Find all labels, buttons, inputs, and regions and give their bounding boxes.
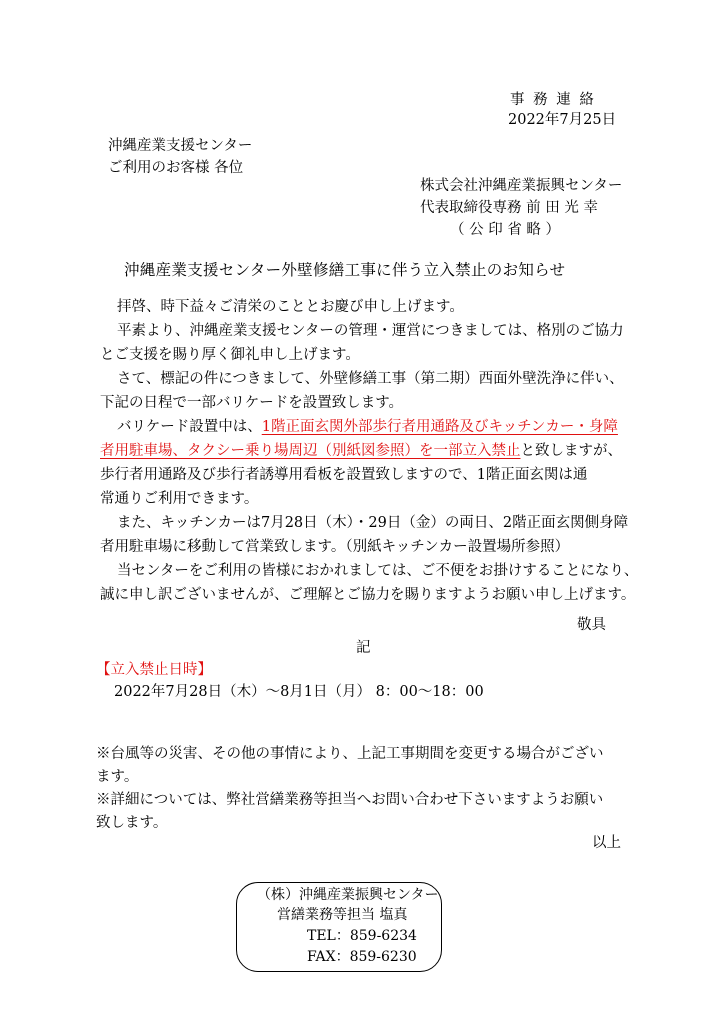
recipient-customers: ご利用のお客様 各位 [108,160,244,176]
document-type: 事 務 連 絡 [510,92,596,108]
restricted-area-highlight-2: 者用駐車場、タクシー乗り場周辺（別紙図参照）を一部立入禁止 [100,443,521,459]
body-paragraph-5-line-1: また、キッチンカーは7月28日（木）・29日（金）の両日、2階正面玄関側身障 [117,515,629,531]
contact-department: 営繕業務等担当 塩真 [277,907,408,923]
contact-box [236,882,442,972]
closing-ijo: 以上 [592,835,621,851]
note-2-line-2: 致します。 [96,815,168,831]
body-paragraph-4-line-1 [117,417,618,437]
closing-keigu: 敬具 [577,617,606,633]
notice-title: 沖縄産業支援センター外壁修繕工事に伴う立入禁止のお知らせ [124,261,566,279]
body-paragraph-6-line-1: 当センターをご利用の皆様におかれましては、ご不便をお掛けすることになり、 [117,563,639,579]
note-1-line-1: ※台風等の災害、その他の事情により、上記工事期間を変更する場合がござい [96,746,604,762]
body-paragraph-3-line-2: 下記の日程で一部バリケードを設置致します。 [100,395,404,411]
contact-company: （株）沖縄産業振興センター [257,887,439,903]
document-date: 2022年7月25日 [508,112,617,128]
recipient-organization: 沖縄産業支援センター [108,138,253,154]
body-paragraph-2-line-2: とご支援を賜り厚く御礼申し上げます。 [100,347,360,363]
body-paragraph-3-line-1: さて、標記の件につきまして、外壁修繕工事（第二期）西面外壁洗浄に伴い、 [117,371,624,387]
contact-fax: FAX：859-6230 [307,949,417,965]
barricade-continuation-text: と致しますが、 [520,443,622,459]
body-paragraph-5-line-2: 者用駐車場に移動して営業致します。（別紙キッチンカー設置場所参照） [100,539,570,555]
greeting-line: 拝啓、時下益々ご清栄のこととお慶び申し上げます。 [117,299,464,315]
ki-heading: 記 [356,640,371,656]
note-1-line-2: ます。 [96,769,139,785]
body-paragraph-2-line-1: 平素より、沖縄産業支援センターの管理・運営につきましては、格別のご協力 [117,323,624,339]
sender-company: 株式会社沖縄産業振興センター [420,178,623,194]
body-paragraph-4-line-3: 歩行者用通路及び歩行者誘導用看板を設置致しますので、1階正面玄関は通 [100,467,588,483]
contact-tel: TEL：859-6234 [307,928,417,944]
sender-representative: 代表取締役専務 前 田 光 幸 [420,200,598,216]
seal-omitted-note: （ 公 印 省 略 ） [450,222,561,238]
note-2-line-1: ※詳細については、弊社営繕業務等担当へお問い合わせ下さいますようお願い [96,792,604,808]
restriction-period-label: 【立入禁止日時】 [96,662,212,678]
body-paragraph-4-line-4: 常通りご利用できます。 [100,491,259,507]
barricade-intro-text: バリケード設置中は、 [117,419,262,435]
restricted-area-highlight-1: 1階正面玄関外部歩行者用通路及びキッチンカー・身障 [261,419,618,435]
restriction-period-value: 2022年7月28日（木）～8月1日（月） 8：00～18：00 [114,684,484,700]
body-paragraph-4-line-2 [100,441,622,461]
body-paragraph-6-line-2: 誠に申し訳ございませんが、ご理解とご協力を賜りますようお願い申し上げます。 [100,587,636,603]
